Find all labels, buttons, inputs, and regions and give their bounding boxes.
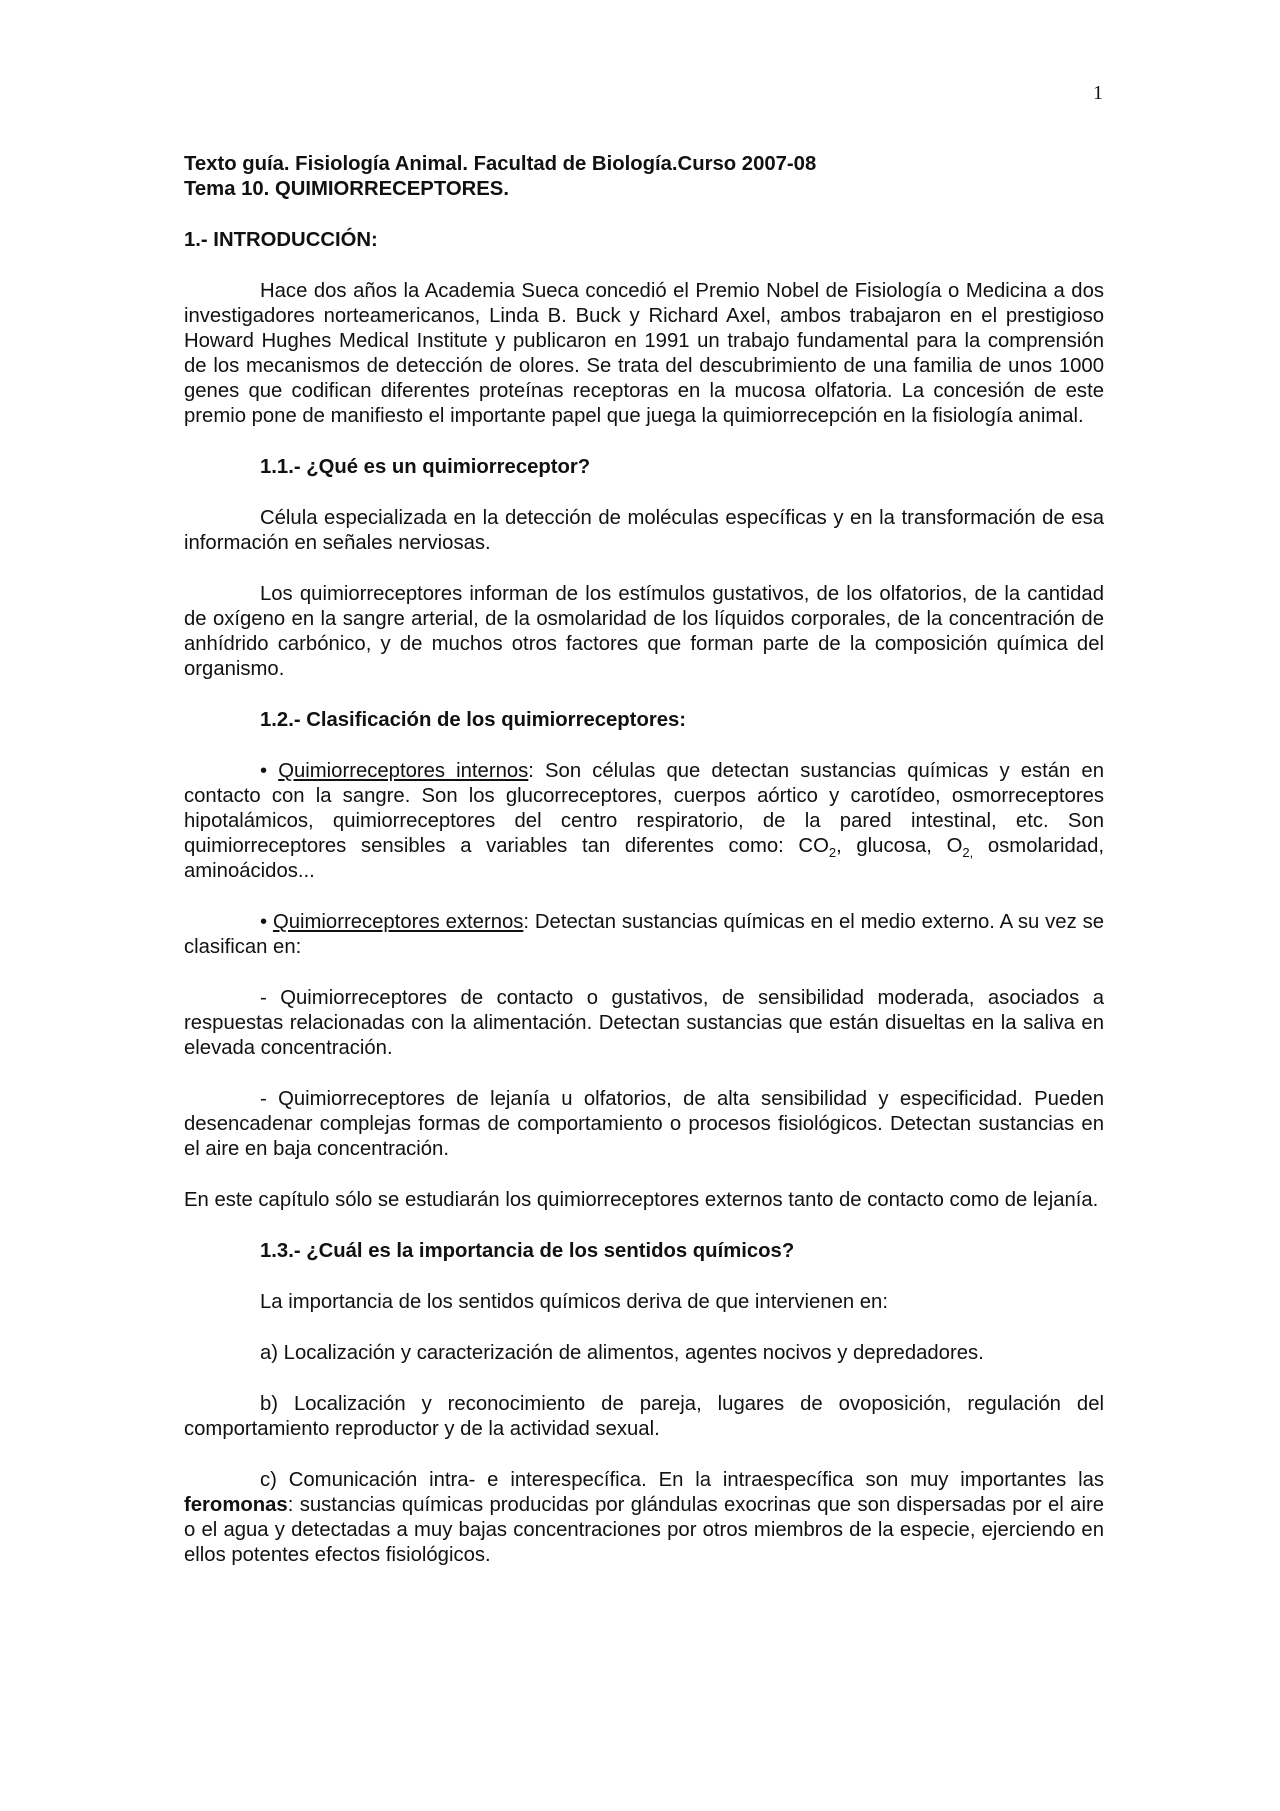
internos-paragraph xyxy=(184,759,1104,884)
importancia-item-c xyxy=(184,1468,1104,1568)
lejania-paragraph: - Quimiorreceptores de lejanía u olfatorios, de alta sensibilidad y especificidad. Pueden desencadenar complejas formas de comportamiento o procesos fisiológicos. Detectan sustancias en el aire en baja concentración. xyxy=(184,1088,1104,1160)
item-c-text-a: c) Comunicación intra- e interespecífica. En la intraespecífica son muy importantes las xyxy=(260,1469,1104,1491)
bullet-icon: • xyxy=(260,760,268,782)
o2-subscript: 2, xyxy=(962,845,974,861)
page-number: 1 xyxy=(1093,82,1103,104)
closing-paragraph: En este capítulo sólo se estudiarán los quimiorreceptores externos tanto de contacto como de lejanía. xyxy=(184,1189,1099,1211)
internos-text-c: osmolaridad, aminoácidos... xyxy=(184,835,1104,882)
contacto-paragraph: - Quimiorreceptores de contacto o gustativos, de sensibilidad moderada, asociados a respuestas relacionadas con la alimentación. Detectan sustancias que están disueltas en la saliva en elevada concentración. xyxy=(184,987,1104,1059)
subsection-title-importancia: 1.3.- ¿Cuál es la importancia de los sentidos químicos? xyxy=(260,1240,795,1262)
importancia-item-a: a) Localización y caracterización de alimentos, agentes nocivos y depredadores. xyxy=(260,1342,984,1364)
externos-label: Quimiorreceptores externos xyxy=(272,911,524,933)
internos-text-a: : Son células que detectan sustancias químicas y están en contacto con la sangre. Son los glucorreceptores, cuerpos aórtico y carotídeo, osmorreceptores hipotalámicos, quimiorreceptores del centro respiratorio, de la pared intestinal, etc. Son quimiorreceptores sensibles a variables tan diferentes como: CO xyxy=(184,760,1104,857)
item-c-text-b: : sustancias químicas producidas por glándulas exocrinas que son dispersadas por el aire o el agua y detectadas a muy bajas concentraciones por otros miembros de la especie, ejerciendo en ellos potentes efectos fisiológicos. xyxy=(184,1494,1104,1566)
importancia-item-b: b) Localización y reconocimiento de pareja, lugares de ovoposición, regulación del comportamiento reproductor y de la actividad sexual. xyxy=(184,1393,1104,1440)
bullet-icon: • xyxy=(260,911,268,933)
feromonas-term: feromonas xyxy=(184,1494,288,1516)
externos-paragraph xyxy=(184,910,1104,960)
document-header-course: Texto guía. Fisiología Animal. Facultad de Biología.Curso 2007-08 xyxy=(184,153,817,175)
document-body xyxy=(184,152,1104,1568)
subsection-title-clasificacion: 1.2.- Clasificación de los quimiorreceptores: xyxy=(260,709,687,731)
subsection-title-que-es: 1.1.- ¿Qué es un quimiorreceptor? xyxy=(260,456,591,478)
section-title-introduccion: 1.- INTRODUCCIÓN: xyxy=(184,229,378,251)
internos-label: Quimiorreceptores internos xyxy=(278,760,529,782)
definition-paragraph: Célula especializada en la detección de moléculas específicas y en la transformación de esa información en señales nerviosas. xyxy=(184,507,1104,554)
co2-subscript: 2 xyxy=(828,845,837,861)
informan-paragraph: Los quimiorreceptores informan de los estímulos gustativos, de los olfatorios, de la cantidad de oxígeno en la sangre arterial, de la osmolaridad de los líquidos corporales, de la concentración de anhídrido carbónico, y de muchos otros factores que forman parte de la composición química del organismo. xyxy=(184,583,1104,680)
intro-paragraph: Hace dos años la Academia Sueca concedió el Premio Nobel de Fisiología o Medicina a dos investigadores norteamericanos, Linda B. Buck y Richard Axel, ambos trabajaron en el prestigioso Howard Hughes Medical Institute y publicaron en 1991 un trabajo fundamental para la comprensión de los mecanismos de detección de olores. Se trata del descubrimiento de una familia de unos 1000 genes que codifican diferentes proteínas receptoras en la mucosa olfatoria. La concesión de este premio pone de manifiesto el importante papel que juega la quimiorrecepción en la fisiología animal. xyxy=(184,280,1104,427)
importancia-lead: La importancia de los sentidos químicos deriva de que intervienen en: xyxy=(260,1291,888,1313)
internos-text-b: , glucosa, O xyxy=(836,835,963,857)
externos-text: : Detectan sustancias químicas en el medio externo. A su vez se clasifican en: xyxy=(184,911,1104,958)
document-header-topic: Tema 10. QUIMIORRECEPTORES. xyxy=(184,178,509,200)
